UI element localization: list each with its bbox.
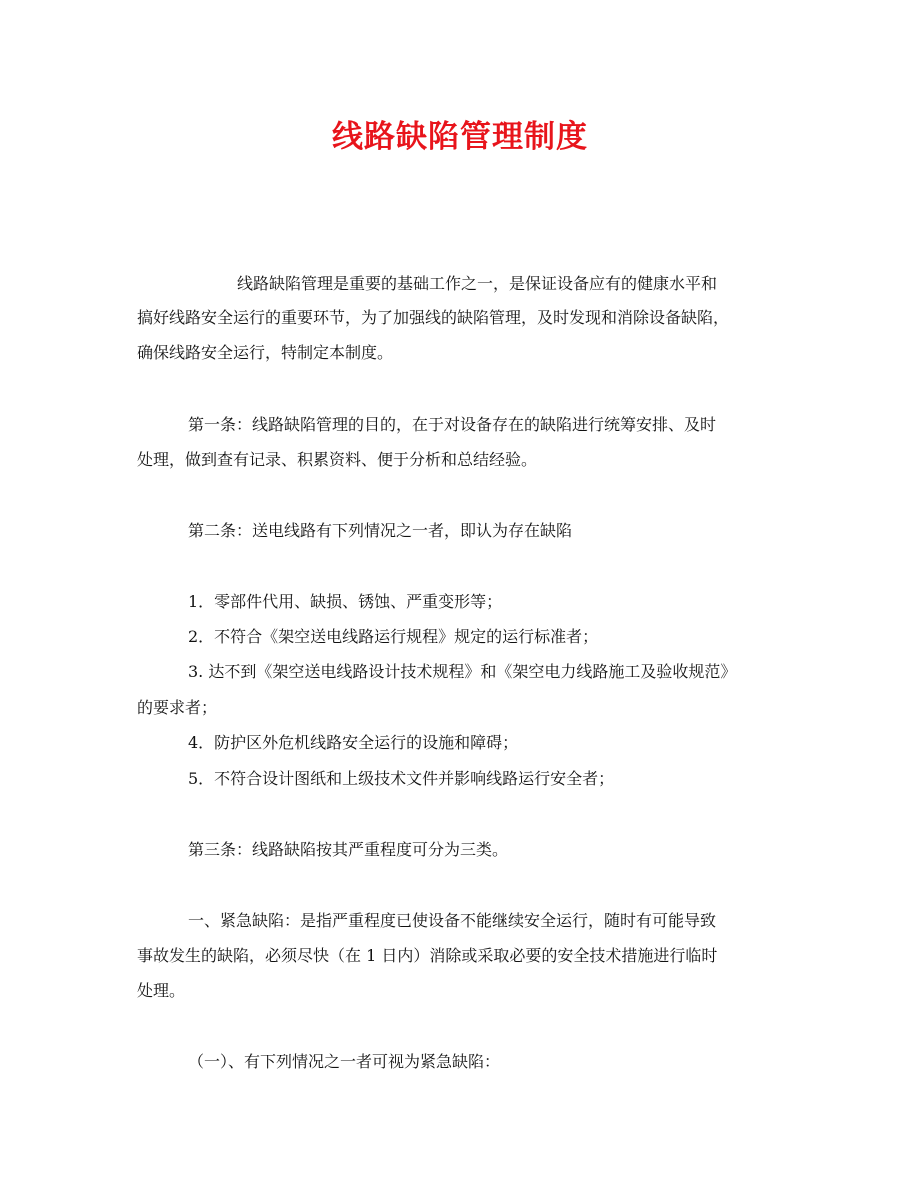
article-1-line-2: 处理，做到查有记录、积累资料、便于分析和总结经验。 <box>137 450 538 469</box>
article-1-line-1: 第一条：线路缺陷管理的目的，在于对设备存在的缺陷进行统筹安排、及时 <box>188 415 717 434</box>
article-3-line-1: 第三条：线路缺陷按其严重程度可分为三类。 <box>188 840 509 859</box>
list-item-4: 4．防护区外危机线路安全运行的设施和障碍； <box>188 733 519 752</box>
intro-line-1: 线路缺陷管理是重要的基础工作之一，是保证设备应有的健康水平和 <box>237 274 718 293</box>
intro-line-2: 搞好线路安全运行的重要环节，为了加强线的缺陷管理，及时发现和消除设备缺陷， <box>137 308 730 327</box>
list-item-5: 5．不符合设计图纸和上级技术文件并影响线路运行安全者； <box>188 769 615 788</box>
section-1-line-3: 处理。 <box>137 981 186 1000</box>
article-2-line-1: 第二条：送电线路有下列情况之一者，即认为存在缺陷 <box>188 521 573 540</box>
list-item-1: 1．零部件代用、缺损、锈蚀、严重变形等； <box>188 592 503 611</box>
document-title: 线路缺陷管理制度 <box>332 119 588 155</box>
list-item-2: 2．不符合《架空送电线路运行规程》规定的运行标准者； <box>188 627 599 646</box>
list-item-3-line-1: 3. 达不到《架空送电线路设计技术规程》和《架空电力线路施工及验收规范》 <box>188 662 737 681</box>
subsection-1-line-1: （一）、有下列情况之一者可视为紧急缺陷： <box>188 1052 501 1071</box>
section-1-line-2: 事故发生的缺陷，必须尽快（在 1 日内）消除或采取必要的安全技术措施进行临时 <box>137 946 718 965</box>
list-item-3-line-2: 的要求者； <box>137 698 218 717</box>
section-1-line-1: 一、紧急缺陷：是指严重程度已使设备不能继续安全运行，随时有可能导致 <box>188 911 717 930</box>
intro-line-3: 确保线路安全运行，特制定本制度。 <box>137 343 394 362</box>
